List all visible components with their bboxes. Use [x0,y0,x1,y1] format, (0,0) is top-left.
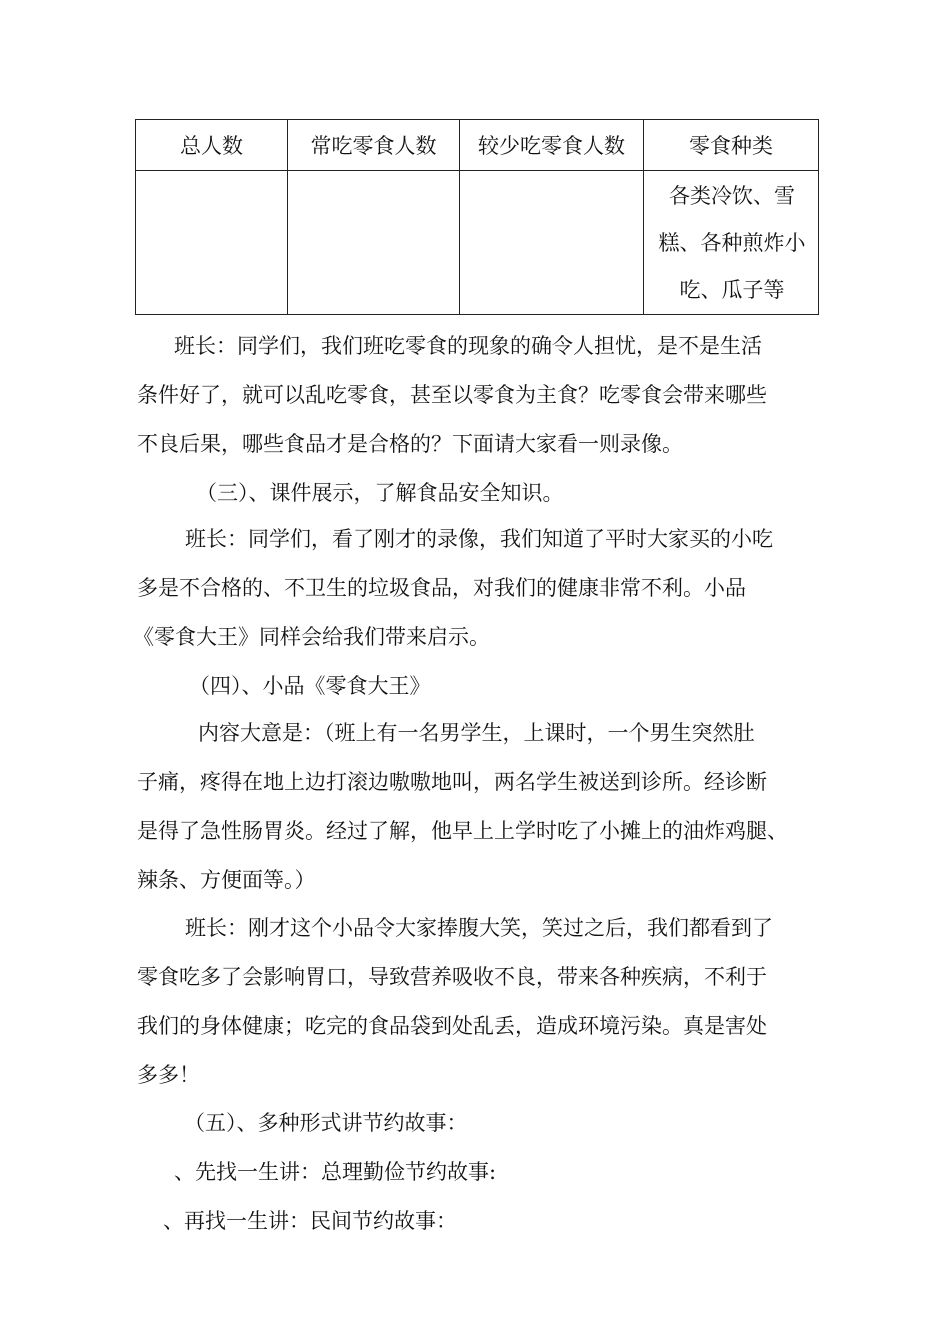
paragraph-line: 是得了急性肠胃炎。经过了解，他早上上学时吃了小摊上的油炸鸡腿、 [137,819,788,843]
header-rare-snack-count: 较少吃零食人数 [460,120,644,171]
paragraph-line: 《零食大王》同样会给我们带来启示。 [133,625,490,649]
paragraph-line: 零食吃多了会影响胃口，导致营养吸收不良，带来各种疾病，不利于 [137,965,767,989]
cell-frequent-snack-count [288,171,460,315]
paragraph-line: 班长：同学们，看了刚才的录像，我们知道了平时大家买的小吃 [185,527,773,551]
paragraph-line: 不良后果，哪些食品才是合格的？下面请大家看一则录像。 [137,432,683,456]
section-heading-4: （四）、小品《零食大王》 [189,674,431,698]
list-item: 、先找一生讲：总理勤俭节约故事: [174,1160,497,1184]
paragraph-line: 内容大意是：（班上有一名男学生，上课时，一个男生突然肚 [198,721,755,745]
paragraph-line: 我们的身体健康；吃完的食品袋到处乱丢，造成环境污染。真是害处 [137,1014,767,1038]
paragraph-line: 子痛，疼得在地上边打滚边嗷嗷地叫，两名学生被送到诊所。经诊断 [137,770,767,794]
header-frequent-snack-count: 常吃零食人数 [288,120,460,171]
table-row [136,171,819,315]
paragraph-line: 班长：刚才这个小品令大家捧腹大笑，笑过之后，我们都看到了 [185,916,773,940]
survey-table [135,119,819,315]
paragraph-line: 条件好了，就可以乱吃零食，甚至以零食为主食？吃零食会带来哪些 [137,383,767,407]
paragraph-line: 班长：同学们，我们班吃零食的现象的确令人担忧，是不是生活 [174,334,762,358]
table-header-row [136,120,819,171]
header-snack-types: 零食种类 [644,120,819,171]
paragraph-line: 辣条、方便面等。） [137,868,316,892]
cell-snack-types [644,171,819,315]
section-heading-3: （三）、课件展示，了解食品安全知识。 [196,481,564,505]
list-item: 、再找一生讲：民间节约故事： [163,1209,457,1233]
snack-types-text: 各类冷饮、雪糕、各种煎炸小吃、瓜子等 [658,184,806,302]
cell-total-count [136,171,288,315]
paragraph-line: 多多！ [137,1063,200,1087]
header-total-count: 总人数 [136,120,288,171]
paragraph-line: 多是不合格的、不卫生的垃圾食品，对我们的健康非常不利。小品 [137,576,746,600]
section-heading-5: （五）、多种形式讲节约故事： [184,1111,468,1135]
cell-rare-snack-count [460,171,644,315]
